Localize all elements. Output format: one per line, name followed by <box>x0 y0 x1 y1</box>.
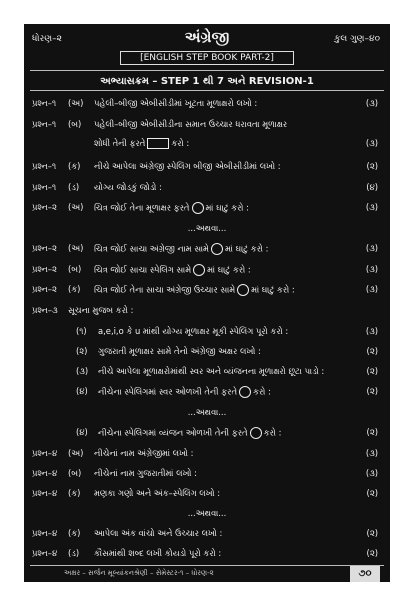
or-separator: ...અથવા... <box>187 407 227 417</box>
divider <box>30 565 384 566</box>
paper-title: અંગ્રેજી <box>184 28 230 46</box>
divider <box>30 70 384 71</box>
total-marks: કુલ ગુણ–૪૦ <box>334 34 380 44</box>
circle-icon <box>211 243 223 255</box>
or-separator: ...અથવા... <box>187 508 227 518</box>
circle-icon <box>192 202 204 214</box>
square-box-icon <box>147 138 169 149</box>
circle-icon <box>239 386 251 398</box>
test-paper: ધોરણ–૨ અંગ્રેજી [ENGLISH STEP BOOK PART-2] કુલ ગુણ–૪૦ અભ્યાસક્રમ – STEP 1 થી 7 અને REVISION-1 પ્રશ્ન–૧ (અ) પહેલી–બીજી એબીસીડીમાં ખૂટતા મૂળાક્ષરો લખો : (૩) પ્રશ્ન–૧ (બ) પહેલી–બીજી એબીસીડીના સમાન ઉચ્ચાર ધરાવતા મૂળાક્ષર શોધી તેની ફરતે કરો : (૩) પ્રશ્ન–૧ (ક) નીચે આપેલા અંગ્રેજી સ્પેલિંગ બીજી એબીસીડીમાં લખો : (૨) પ્રશ્ન–૧ (ડ) યોગ્ય જોડકું જોડો : (૪) પ્રશ્ન–૨ (અ) ચિત્ર જોઈ તેના મૂળાક્ષર ફરતે માં ઘાટું કરો : (૩) ...અથવા... પ્રશ્ન–૨ (અ) ચિત્ર જોઈ સાચા અંગ્રેજી નામ સામે માં ઘાટું કરો : (૩) પ્રશ્ન–૨ (બ) ચિત્ર જોઈ સાચા સ્પેલિંગ સામે માં ઘાટું કરો : (૩) પ્રશ્ન–૨ (ક) ચિત્ર જોઈ તેના સાચા અંગ્રેજી ઉચ્ચાર સામે માં ઘાટું કરો : (૩) પ્રશ્ન–૩ સૂચના મુજબ કરો : (૧) a,e,i,o કે u માંથી યોગ્ય મૂળાક્ષર મૂકી સ્પેલિંગ પૂરો કરો : (૩) (૨) ગુજરાતી મૂળાક્ષર સામે તેનો અંગ્રેજી અક્ષર લખો : (૨) (૩) નીચે આપેલા મૂળાક્ષરોમાંથી સ્વર અને વ્યંજનના મૂળાક્ષરો છૂટા પાડો : (૨) (૪) નીચેના સ્પેલિંગમાં સ્વર ઓળખી તેની ફરતે કરો : (૨) ...અથવા... (૪) નીચેના સ્પેલિંગમાં વ્યંજન ઓળખી તેની ફરતે કરો : (૨) પ્રશ્ન–૪ (અ) નીચેનાં નામ અંગ્રેજીમાં લખો : (૩) પ્રશ્ન–૪ (બ) નીચેનાં નામ ગુજરાતીમાં લખો : (૩) પ્રશ્ન–૪ (ક) મણકા ગણો અને અંક–સ્પેલિંગ લખો : (૨) ...અથવા... પ્રશ્ન–૪ (ક) આપેલા અંક વાંચો અને ઉચ્ચાર લખો : (૨) પ્રશ્ન–૪ (ડ) કૌંસમાંથી શબ્દ લખી કોયડો પૂરો કરો : (૨) અક્ષર – સર્જન મૂલ્યાંકનશ્રેણી – સેમેસ્ટર-૧ – ધોરણ-૨ ૭૦ <box>24 24 390 582</box>
syllabus-line: અભ્યાસક્રમ – STEP 1 થી 7 અને REVISION-1 <box>100 76 314 87</box>
divider <box>30 90 384 91</box>
page-number: ૭૦ <box>350 566 380 582</box>
or-separator: ...અથવા... <box>187 223 227 233</box>
paper-header <box>24 24 390 70</box>
circle-icon <box>193 264 205 276</box>
circle-icon <box>237 284 249 296</box>
paper-subtitle: [ENGLISH STEP BOOK PART-2] <box>120 51 294 65</box>
footer-text: અક્ષર – સર્જન મૂલ્યાંકનશ્રેણી – સેમેસ્ટર-૧ – ધોરણ-૨ <box>64 569 214 577</box>
circle-icon <box>250 427 262 439</box>
standard-label: ધોરણ–૨ <box>32 34 62 44</box>
